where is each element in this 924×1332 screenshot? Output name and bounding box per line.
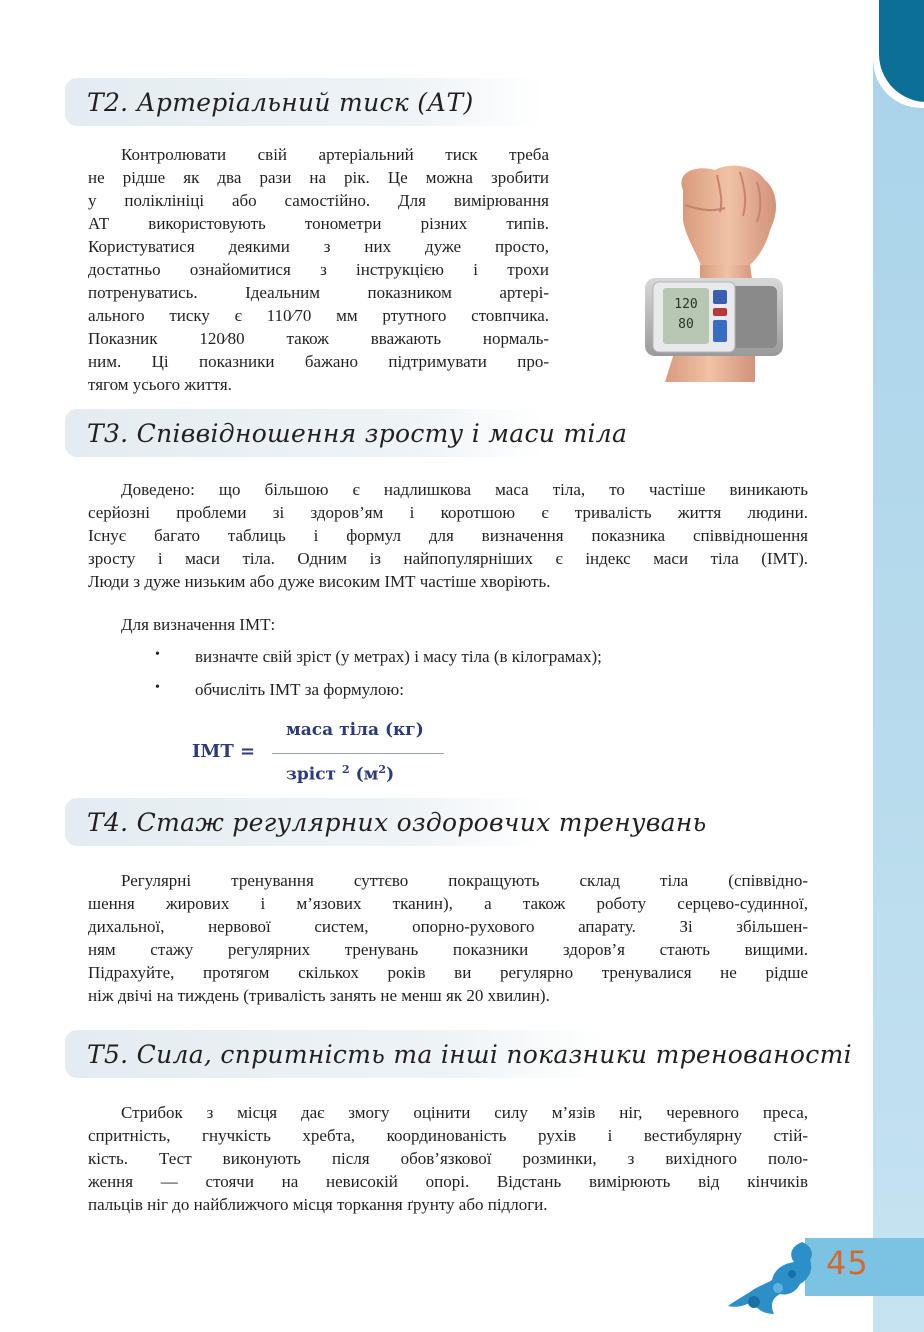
device-dia-reading: 80 — [678, 317, 694, 332]
text-line: Користуватися деякими з них дуже просто, — [88, 237, 549, 256]
text-line: достатньо ознайомитися з інструкцією і трохи — [88, 260, 549, 279]
heading-text: Т3. Співвідношення зросту і маси тіла — [87, 418, 628, 448]
section-heading-t3 — [65, 409, 628, 457]
paragraph-t2 — [88, 143, 549, 396]
text-line: зросту і маси тіла. Одним із найпопулярніших є індекс маси тіла (ІМТ). — [88, 549, 808, 568]
paragraph-t3 — [88, 478, 808, 593]
text-line: спритність, гнучкість хребта, координованість рухів і вестибулярну стій- — [88, 1126, 808, 1145]
heading-text: Т4. Стаж регулярних оздоровчих тренувань — [87, 807, 707, 837]
page-number: 45 — [826, 1244, 869, 1282]
bmi-steps-list — [155, 647, 602, 713]
den-exponent: 2 — [342, 763, 350, 776]
list-item: • визначте свій зріст (у метрах) і масу тіла (в кілограмах); — [155, 647, 602, 680]
section-heading-t5 — [65, 1030, 852, 1078]
section-heading-t4 — [65, 798, 707, 846]
text-line: ального тиску є 110∕70 мм ртутного стовпчика. — [88, 306, 549, 325]
text-line: Показник 120∕80 також вважають нормаль- — [88, 329, 549, 348]
text-line: Люди з дуже низьким або дуже високим ІМТ частіше хворіють. — [88, 572, 551, 591]
text-line: Контролювати свій артеріальний тиск треба — [121, 145, 549, 164]
heading-text: Т2. Артеріальний тиск (АТ) — [87, 87, 474, 117]
text-line: потренуватись. Ідеальним показником артері- — [88, 283, 549, 302]
text-line: пальців ніг до найближчого місця торкання ґрунту або підлоги. — [88, 1195, 548, 1214]
text-line: ження — стоячи на невисокій опорі. Відстань вимірюють від кінчиків — [88, 1172, 808, 1191]
den-unit: (м — [355, 764, 379, 785]
paragraph-t5 — [88, 1101, 808, 1216]
text-line: не рідше як два рази на рік. Це можна зробити — [88, 168, 549, 187]
bmi-intro — [121, 613, 521, 636]
list-item: • обчисліть ІМТ за формулою: — [155, 680, 602, 713]
text-line: Доведено: що більшою є надлишкова маса тіла, то частіше виникають — [121, 480, 808, 499]
fraction-bar — [272, 753, 444, 754]
text-line: ніж двічі на тиждень (тривалість занять не менш як 20 хвилин). — [88, 986, 550, 1005]
text-line: Підрахуйте, протягом скількох років ви регулярно тренувалися не рідше — [88, 963, 808, 982]
text-line: дихальної, нервової систем, опорно-рухового апарату. Зі збільшен- — [88, 917, 808, 936]
formula-lhs: ІМТ = — [192, 741, 256, 762]
den-word: зріст — [286, 764, 337, 785]
formula-denominator — [286, 763, 394, 785]
text-line: Регулярні тренування суттєво покращують склад тіла (співвідно- — [121, 871, 808, 890]
text-line: АТ використовують тонометри різних типів. — [88, 214, 549, 233]
text-line: Для визначення ІМТ: — [121, 615, 276, 634]
text-line: серйозні проблеми зі здоров’ям і коротшою є тривалість життя людини. — [88, 503, 808, 522]
text-line: шення жирових і м’язових тканин), а також роботу серцево-судинної, — [88, 894, 808, 913]
den-unit-exponent: 2 — [378, 763, 387, 776]
runner-figure-icon — [722, 1240, 822, 1320]
section-heading-t2 — [65, 78, 545, 126]
text-line: кість. Тест виконують після обов’язкової розминки, з вихідного поло- — [88, 1149, 808, 1168]
bmi-formula — [190, 716, 450, 792]
formula-numerator: маса тіла (кг) — [286, 720, 424, 740]
text-line: у поліклініці або самостійно. Для вимірювання — [88, 191, 549, 210]
text-line: Існує багато таблиць і формул для визначення показника співвідношення — [88, 526, 808, 545]
text-line: Стрибок з місця дає змогу оцінити силу м’язів ніг, черевного преса, — [121, 1103, 808, 1122]
text-line: тягом усього життя. — [88, 375, 232, 394]
wrist-tonometer-image — [605, 150, 805, 382]
heading-text: Т5. Сила, спритність та інші показники тренованості — [87, 1039, 852, 1069]
device-sys-reading: 120 — [674, 297, 698, 312]
text-line: ням стажу регулярних тренувань показники здоров’я стають вищими. — [88, 940, 808, 959]
den-close: ) — [386, 764, 395, 785]
paragraph-t4 — [88, 869, 808, 1007]
text-line: ним. Ці показники бажано підтримувати про- — [88, 352, 549, 371]
page-sidebar-band — [873, 0, 924, 1332]
